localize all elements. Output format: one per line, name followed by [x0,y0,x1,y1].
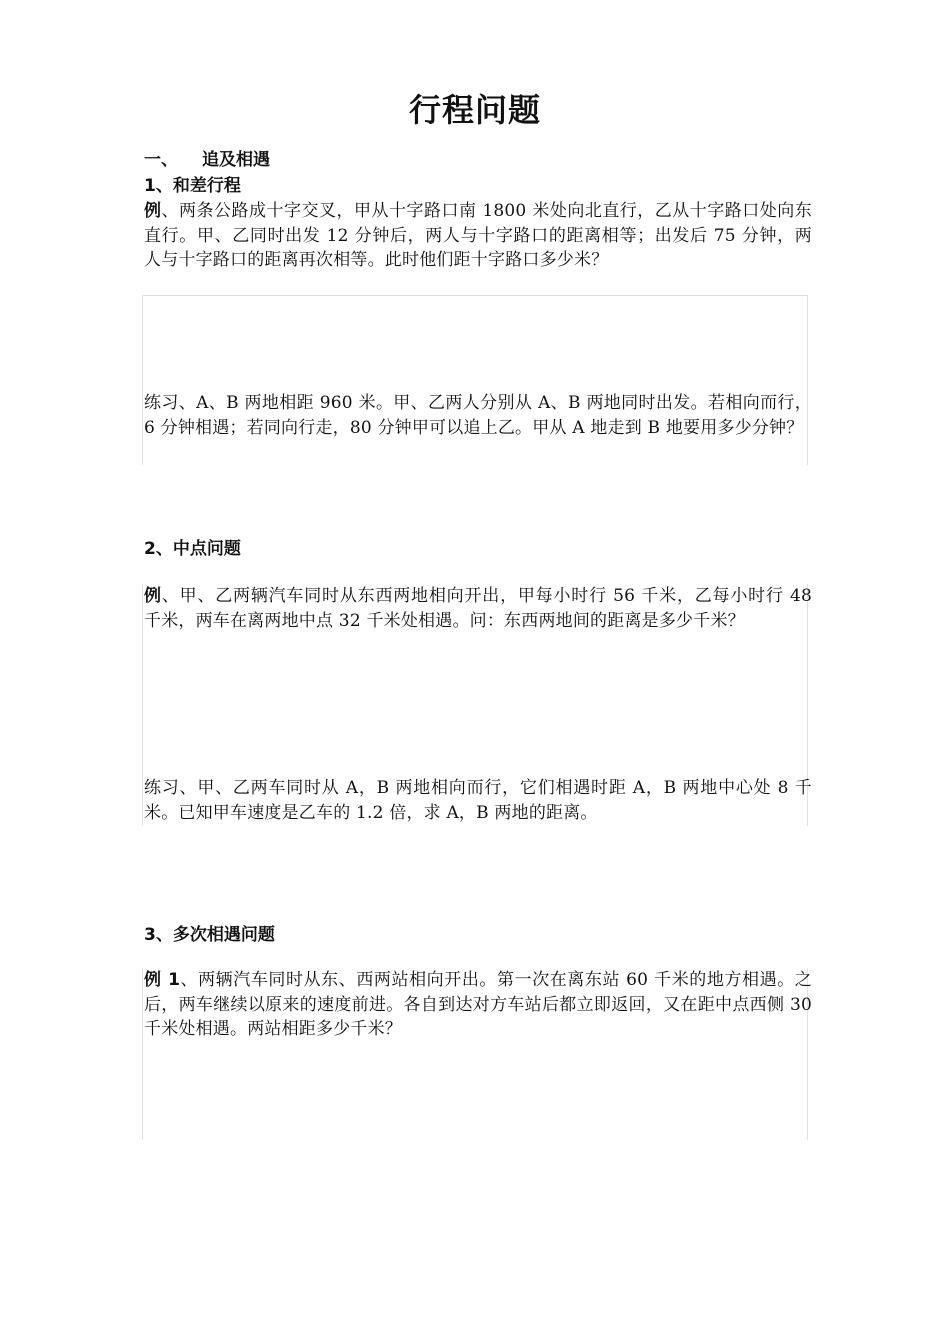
subsection-heading-midpoint: 2、中点问题 [144,539,241,559]
example-problem-1 [144,199,812,273]
section-heading-pursuit-meeting [144,148,270,172]
example-text: 、两辆汽车同时从东、西两站相向开出。第一次在离东站 60 千米的地方相遇。之后，两车继续以原来的速度前进。各自到达对方车站后都立即返回，又在距中点西侧 30 千米处相遇。两站相距多少千米？ [144,970,812,1039]
practice-problem-1: 练习、A、B 两地相距 960 米。甲、乙两人分别从 A、B 两地同时出发。若相向而行，6 分钟相遇；若同向行走，80 分钟甲可以追上乙。甲从 A 地走到 B 地要用多少分钟？ [144,393,812,438]
example-label: 例 1 [144,970,181,990]
page-title: 行程问题 [408,91,541,129]
example-label: 例 [144,201,162,221]
section-number: 一、 [144,150,178,170]
section-title: 追及相遇 [202,150,270,170]
example-problem-3 [144,968,812,1042]
practice-problem-2: 练习、甲、乙两车同时从 A，B 两地相向而行，它们相遇时距 A，B 两地中心处 8 千米。已知甲车速度是乙车的 1.2 倍，求 A，B 两地的距离。 [144,778,812,823]
example-problem-2 [144,584,812,633]
subsection-heading-sum-difference: 1、和差行程 [144,176,241,196]
example-text: 、甲、乙两辆汽车同时从东西两地相向开出，甲每小时行 56 千米，乙每小时行 48 千米，两车在离两地中点 32 千米处相遇。问：东西两地间的距离是多少千米？ [144,586,812,631]
subsection-heading-multiple-meetings: 3、多次相遇问题 [144,925,275,945]
example-label: 例 [144,586,162,606]
example-text: 、两条公路成十字交叉，甲从十字路口南 1800 米处向北直行，乙从十字路口处向东直行。甲、乙同时出发 12 分钟后，两人与十字路口的距离相等；出发后 75 分钟，两人与十字路口的距离再次相等。此时他们距十字路口多少米？ [144,201,812,270]
